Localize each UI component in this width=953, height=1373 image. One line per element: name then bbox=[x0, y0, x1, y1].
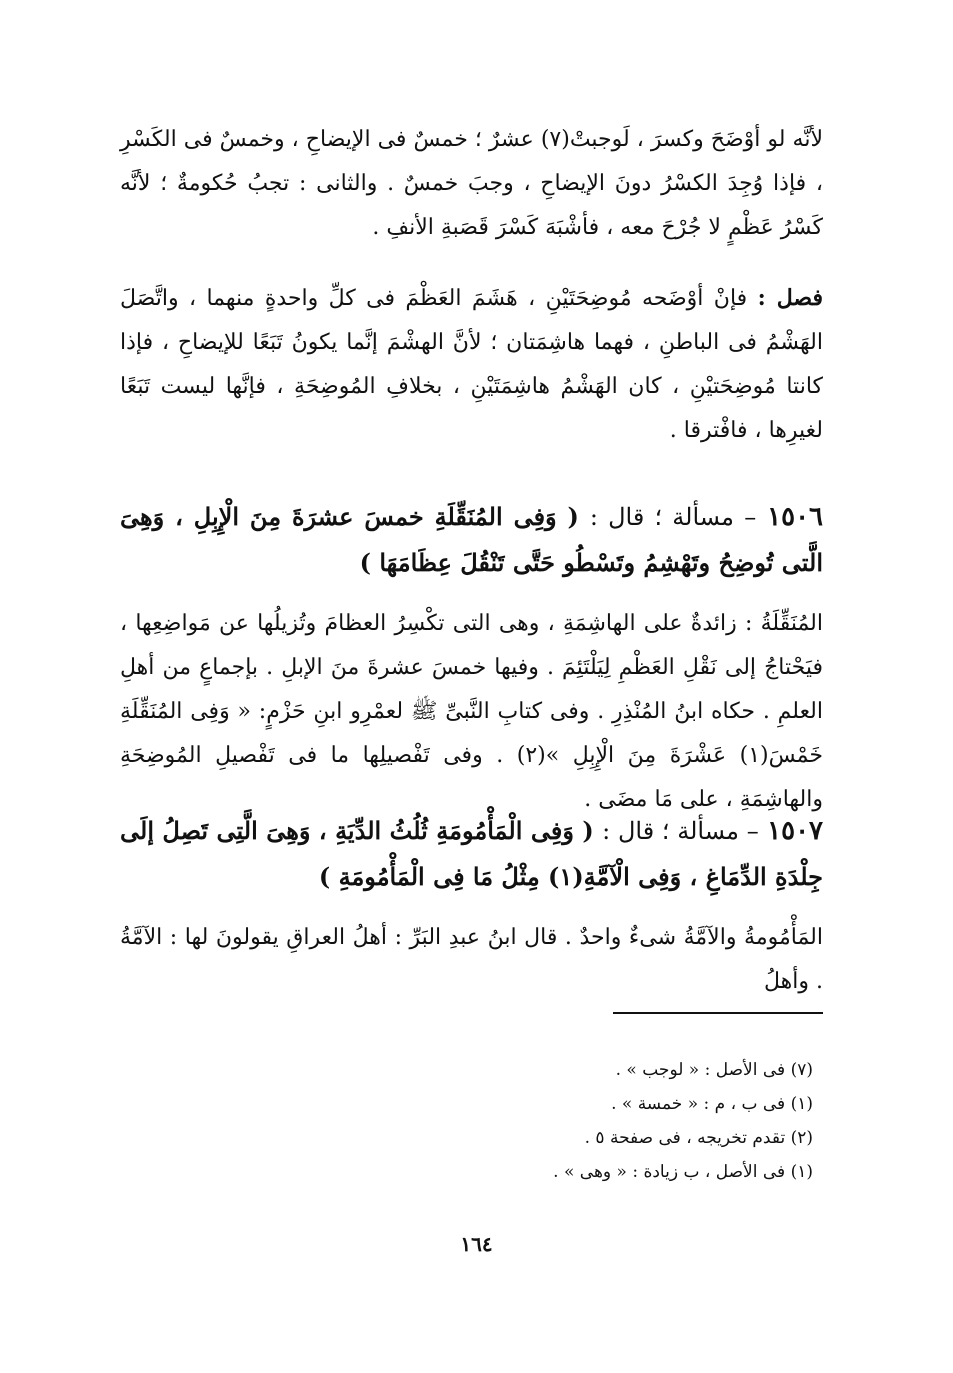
fasl-label: فصل : bbox=[757, 285, 823, 311]
masala-1506-text: ( وَفِى المُنَقِّلَةِ خمسَ عشرَةَ مِنَ الْإِبِلِ ، وَهِىَ الَّتى تُوضِحُ وتَهْشِمُ وتَسْطُو حَتَّى تَنْقُلَ عِظَامَهَا ) bbox=[120, 502, 823, 577]
footnote-divider bbox=[613, 1012, 823, 1014]
masala-1507-text: ( وَفِى الْمَأْمُومَةِ ثُلُثُ الدِّيَةِ ، وَهِىَ الَّتِى تَصِلُ إلَى جِلْدَةِ الدِّمَاغِ ، وَفِى الْآمَّةِ(١) مِثْلُ مَا فِى الْمَأْمُومَةِ ) bbox=[120, 816, 823, 891]
paragraph-opening: لأنَّه لو أوْضَحَ وكسرَ ، لَوجبتْ(٧) عشرٌ ؛ خمسٌ فى الإيضاحِ ، وخمسٌ فى الكَسْرِ ، فإذا وُجِدَ الكسْرُ دونَ الإيضاحِ ، وجبَ خمسٌ . والثانى : تجبُ حُكومةٌ ؛ لأنَّه كَسْرُ عَظْمٍ لا جُرْحَ معه ، فأشْبَهَ كَسْرَ قَصَبةِ الأنفِ . bbox=[120, 127, 823, 240]
masala-1506-heading bbox=[120, 494, 823, 586]
paragraph-fasl bbox=[120, 276, 823, 453]
footnote-item: (١) فى ب ، م : « خمسة » . bbox=[611, 1094, 813, 1114]
footnote-item: (١) فى الأصل ، ب زيادة : « وهى » . bbox=[553, 1162, 813, 1182]
paragraph-munaqqila: المُنَقِّلَةُ : زائدةٌ على الهاشِمَةِ ، وهى التى تكْسِرُ العظامَ وتُزيلُها عن مَواضِعِها ، فيَحْتاجُ إلى نَقْلِ العَظْمِ لِيَلْتَئِمَ . وفيها خمسَ عشرةَ منَ الإبلِ . بإجماعٍ من أهلِ العلمِ . حكاه ابنُ المُنْذِرِ . وفى كتابِ النَّبىِّ ﷺ لعمْرِو ابنِ حَزْمٍ: « وَفِى المُنَقِّلَةِ خَمْسَ(١) عَشْرَةَ مِنَ الْإِبِلِ »(٢) . وفى تَفْصيلِها ما فى تَفْصيلِ المُوضِحَةِ والهاشِمَةِ ، على مَا مضَى . bbox=[120, 611, 823, 812]
masala-1507-heading bbox=[120, 808, 823, 900]
footnotes-list bbox=[120, 1053, 813, 1189]
page-number: ١٦٤ bbox=[460, 1232, 493, 1256]
masala-1506-number: ١٥٠٦ bbox=[767, 502, 823, 532]
masala-1507-label: – مسألة ؛ قال : bbox=[602, 817, 759, 845]
footnote-item: (٧) فى الأصل : « لوجب » . bbox=[615, 1060, 813, 1080]
paragraph-mamuma: المَأْمُومةُ والآمَّةُ شىءٌ واحدٌ . قال ابنُ عبدِ البَرِّ : أهلُ العراقِ يقولونَ لها : الآمَّةُ . وأهلُ bbox=[120, 925, 823, 994]
masala-1506-label: – مسألة ؛ قال : bbox=[589, 503, 757, 531]
fasl-text: فإنْ أوْضَحه مُوضِحَتَيْنِ ، هَشَمَ العَظْمَ فى كلِّ واحدةٍ منهما ، واتَّصَلَ الهَشْمُ فى الباطنِ ، فهما هاشِمَتان ؛ لأنَّ الهشْمَ إنَّما يكونُ تَبَعًا للإيضاحِ ، فإذا كانتا مُوضِحَتيْنِ ، كان الهَشْمُ هاشِمَتَيْنِ ، بخلافِ المُوضِحَةِ ، فإنَّها ليست تَبَعًا لغيرِها ، فافْترقا . bbox=[120, 286, 823, 443]
masala-1507-number: ١٥٠٧ bbox=[767, 816, 824, 846]
footnote-item: (٢) تقدم تخريجه ، فى صفحة ٥ . bbox=[584, 1128, 813, 1148]
